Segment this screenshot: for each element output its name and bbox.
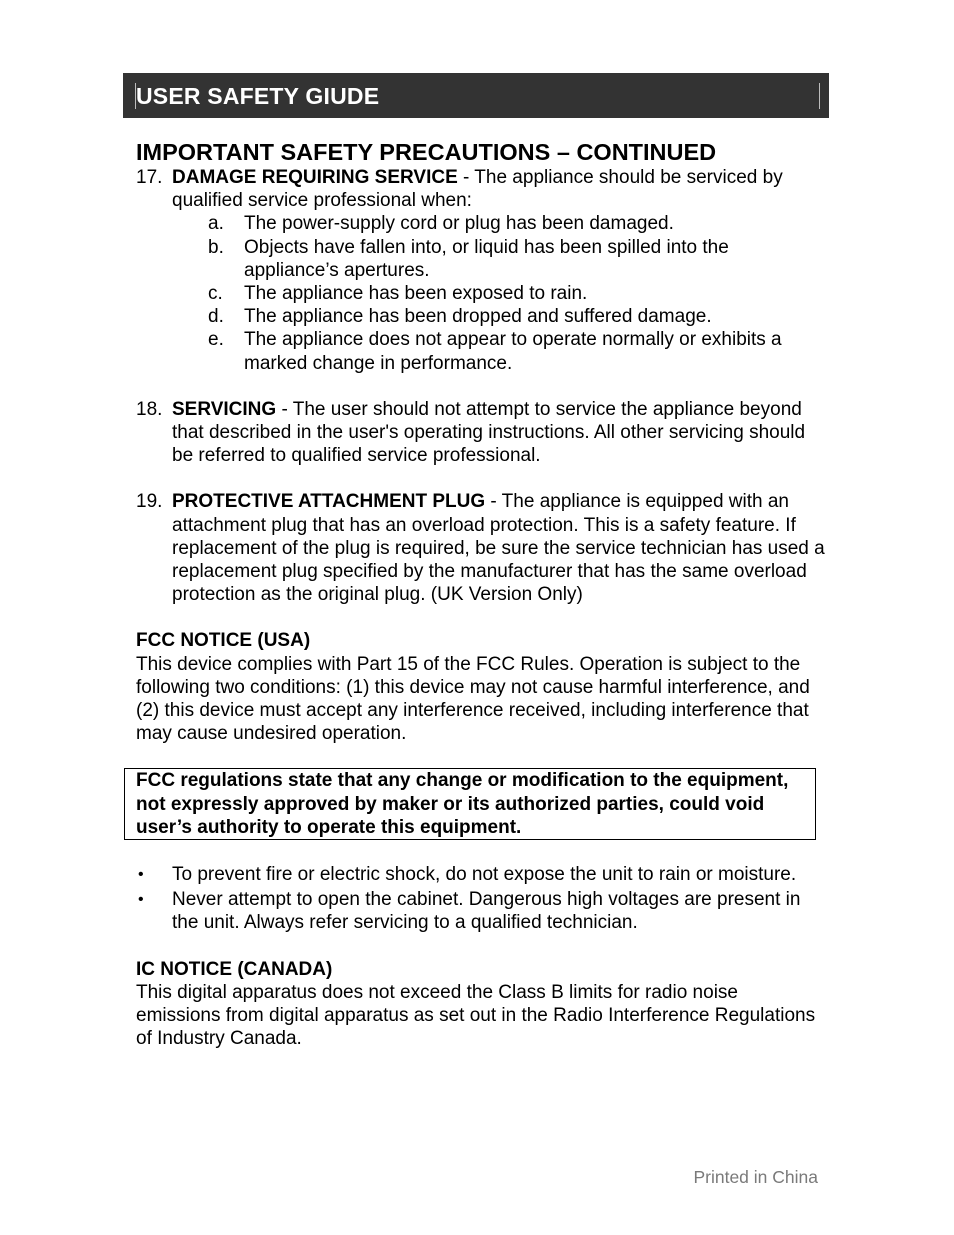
item-text: - The appliance should be serviced by qualified service professional when: [172, 167, 783, 212]
bullet-item [136, 888, 826, 934]
footer-note: Printed in China [693, 1167, 818, 1187]
item-label: PROTECTIVE ATTACHMENT PLUG [172, 491, 486, 513]
list-item [136, 305, 826, 328]
precaution-item-17 [136, 166, 826, 212]
precaution-item-18 [136, 398, 826, 468]
list-item [136, 328, 826, 374]
service-conditions-list [136, 212, 826, 374]
list-text: The appliance has been dropped and suffered damage. [244, 306, 712, 328]
item-text: - The appliance is equipped with an attachment plug that has an overload protection. This is a safety feature. If replacement of the plug is required, be sure the service technician has used a replacement plug specified by the manufacturer that has the same overload protection as the original plug. (UK Version Only) [172, 491, 825, 606]
item-label: DAMAGE REQUIRING SERVICE [172, 167, 458, 188]
item-number: 17. [136, 167, 163, 188]
item-number: 19. [136, 491, 163, 513]
section-title: IMPORTANT SAFETY PRECAUTIONS – CONTINUED [136, 139, 717, 165]
list-letter: d. [208, 306, 224, 328]
item-number: 18. [136, 398, 163, 420]
banner-divider-right [819, 83, 820, 109]
bullet-text: To prevent fire or electric shock, do not expose the unit to rain or moisture. [172, 864, 797, 886]
list-letter: e. [208, 329, 224, 351]
list-letter: b. [208, 236, 224, 258]
fcc-text: This device complies with Part 15 of the FCC Rules. Operation is subject to the following two conditions: (1) this device may not cause harmful interference, and (2) this device must accept any interference received, including interference that may cause undesired operation. [136, 653, 810, 745]
list-text: The appliance has been exposed to rain. [244, 283, 588, 305]
item-label: SERVICING [172, 398, 277, 420]
page-content [136, 138, 826, 1051]
list-text: The appliance does not appear to operate normally or exhibits a marked change in performance. [244, 329, 782, 374]
header-banner [123, 73, 829, 118]
ic-text: This digital apparatus does not exceed the Class B limits for radio noise emissions from digital apparatus as set out in the Radio Interference Regulations of Industry Canada. [136, 981, 816, 1050]
fcc-heading: FCC NOTICE (USA) [136, 630, 311, 652]
bullet-icon: • [138, 891, 144, 909]
bullet-text: Never attempt to open the cabinet. Dangerous high voltages are present in the unit. Always refer servicing to a qualified technician. [172, 889, 801, 934]
list-item [136, 212, 826, 235]
list-item [136, 236, 826, 282]
fcc-warning-box: FCC regulations state that any change or modification to the equipment, not expressly approved by maker or its authorized parties, could void user’s authority to operate this equipment. [124, 768, 816, 840]
bullet-icon: • [138, 866, 144, 884]
item-text: - The user should not attempt to service the appliance beyond that described in the user's operating instructions. All other servicing should be referred to qualified service professional. [172, 398, 806, 467]
list-letter: a. [208, 213, 224, 235]
bullet-item [136, 863, 826, 886]
list-letter: c. [208, 283, 223, 305]
list-item [136, 282, 826, 305]
precaution-item-19 [136, 490, 826, 606]
banner-title: USER SAFETY GIUDE [136, 83, 380, 109]
ic-heading: IC NOTICE (CANADA) [136, 958, 333, 980]
list-text: Objects have fallen into, or liquid has been spilled into the appliance’s apertures. [244, 236, 729, 281]
list-text: The power-supply cord or plug has been damaged. [244, 213, 674, 235]
